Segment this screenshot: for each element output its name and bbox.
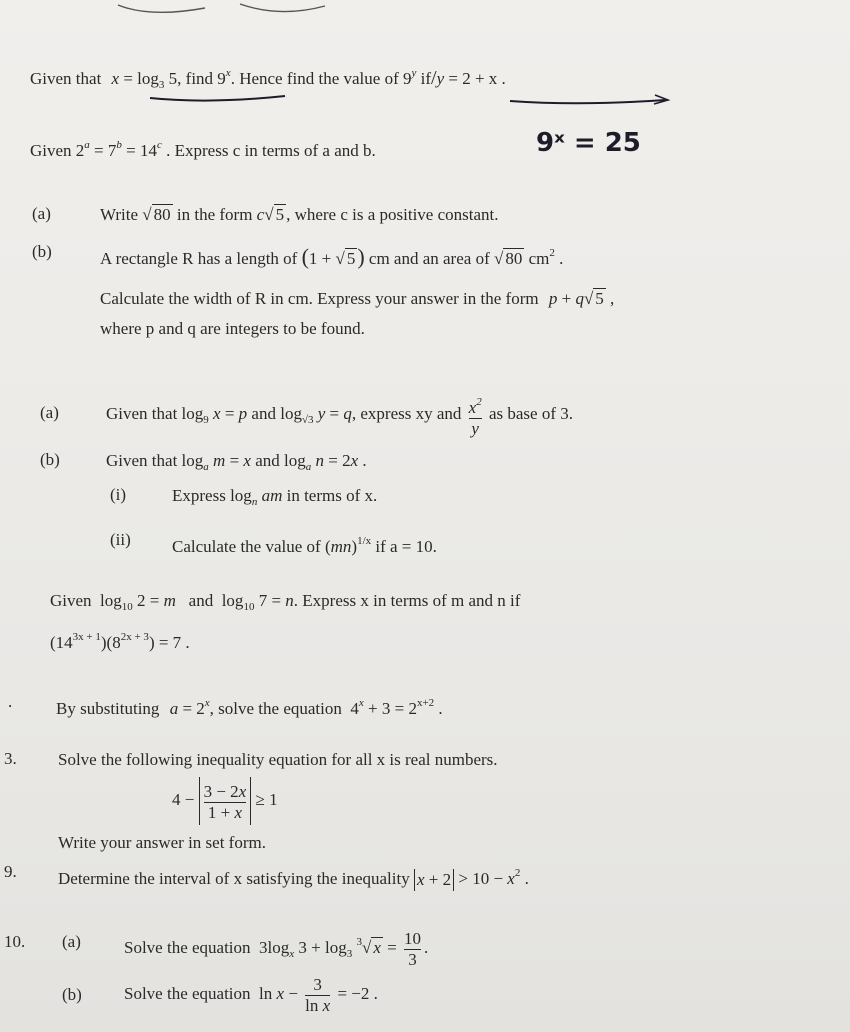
q4-fraction: $\frac{x^2}{y}$ bbox=[468, 395, 482, 438]
q5-line2: $(14^{3x + 1})(8^{2x + 3}) = 7$ . bbox=[50, 631, 190, 652]
q4-b-line: Given that $\log_a m = x$ and $\log_a n = 2x$ . bbox=[106, 451, 367, 473]
q4-b-label: (b) bbox=[40, 450, 60, 469]
q9-b-fraction: $\frac{3}{\text{ln x}}$ bbox=[305, 974, 331, 1015]
q3-a-write: Write bbox=[100, 205, 139, 224]
q4-a-line: Given that $\log_9 x = p$ and $\log_{√3} y = q$, express xy and $\frac{x^2}{y}$ as base of 3. bbox=[106, 386, 573, 448]
q4-i-tail: in terms of x. bbox=[286, 486, 378, 505]
q3-a-where: , where c is a positive constant. bbox=[286, 205, 499, 224]
q9-a-text: Solve the equation bbox=[124, 938, 251, 957]
q4-a-label: (a) bbox=[40, 403, 59, 422]
q1-eq-rhs: = 2 + x . bbox=[448, 69, 506, 88]
q3-b-line3: where p and q are integers to be found. bbox=[100, 319, 365, 338]
q9-b-label: (b) bbox=[62, 985, 82, 1004]
q4-a-and: and bbox=[251, 404, 276, 423]
q8-text: Determine the interval of x satisfying the inequality bbox=[58, 869, 410, 888]
q6-number: . bbox=[8, 692, 13, 711]
q4-a-express: , express xy and bbox=[351, 404, 462, 423]
handwritten-note: 9ˣ = 25 bbox=[536, 128, 641, 158]
q1-if-text: if bbox=[420, 69, 432, 88]
q4-i-label: (i) bbox=[110, 485, 127, 504]
q9-b-line: Solve the equation ln x − $\frac{3}{\text{ln x}}$ = −2 . bbox=[124, 974, 378, 1015]
question-2-line: Given $2^a = 7^b = 14^c$ . Express c in terms of a and b. bbox=[30, 139, 376, 160]
q3-a-form: in the form bbox=[176, 205, 253, 224]
q8-number: 9. bbox=[4, 862, 17, 881]
q5-and: and bbox=[188, 591, 214, 610]
q5-given: Given bbox=[50, 591, 92, 610]
q8-line: Determine the interval of x satisfying the inequality $x + 2 > 10 - x^2$ . bbox=[58, 867, 529, 890]
q2-express-text: . Express c in terms of a and b. bbox=[166, 141, 376, 160]
q3-a-label: (a) bbox=[32, 204, 51, 223]
q3-b-text1: A rectangle R has a length of bbox=[100, 249, 298, 268]
q1-find-text: , find bbox=[177, 69, 214, 88]
q7-inequality: 4 − $\frac{3 - 2x}{1 + x}$ ≥ 1 bbox=[172, 776, 278, 825]
q5-express: . Express x in terms of m and n if bbox=[293, 591, 521, 610]
q9-number: 10. bbox=[4, 932, 26, 951]
q4-ii-line: Calculate the value of (mn)$^{1/x}$ if a = 10. bbox=[172, 535, 437, 556]
q3-a-line: Write √ 80 in the form c√ 5 , where c is a positive constant. bbox=[100, 205, 499, 224]
q1-hence-text: . Hence find the value of bbox=[230, 69, 399, 88]
q6-line: By substituting $a = 2^x$, solve the equation $4^x + 3 = 2^{x+2}$ . bbox=[56, 697, 443, 718]
q6-text: By substituting bbox=[56, 699, 160, 718]
q7-number: 3. bbox=[4, 749, 17, 768]
q1-math-x: x bbox=[111, 69, 120, 88]
q3-b-cm: cm and an area of bbox=[368, 249, 490, 268]
q3-b-label: (b) bbox=[32, 242, 52, 261]
q9-b-text: Solve the equation bbox=[124, 984, 251, 1003]
q9-a-label: (a) bbox=[62, 932, 81, 951]
q1-given-text: Given that bbox=[30, 69, 102, 88]
q4-ii-label: (ii) bbox=[110, 530, 131, 549]
q5-line1: Given $\log_{10} 2 = m$ and $\log_{10} 7 = n$. Express x in terms of m and n if bbox=[50, 591, 521, 613]
q4-a-base: as base of 3. bbox=[488, 404, 573, 423]
q4-a-given: Given that bbox=[106, 404, 178, 423]
q3-b-cm2: cm bbox=[528, 249, 550, 268]
q4-b-given: Given that bbox=[106, 451, 178, 470]
q4-b-and: and bbox=[255, 451, 280, 470]
q9-a-fraction: $\frac{10}{3}$ bbox=[403, 928, 421, 969]
q3-b-text2: Calculate the width of R in cm. Express your answer in the form bbox=[100, 289, 539, 308]
q3-b-line2: Calculate the width of R in cm. Express your answer in the form p + q√ 5 , bbox=[100, 289, 615, 308]
question-1-line: Given that $x = \log_3 5$, find 9$^x$. Hence find the value of 9$^y$ if/y = 2 + x . bbox=[30, 67, 506, 91]
q4-ii-if: if a = 10. bbox=[375, 537, 437, 556]
q7-text: Solve the following inequality equation for all x is real numbers. bbox=[58, 750, 498, 769]
q6-solve: , solve the equation bbox=[209, 699, 342, 718]
q4-ii-text: Calculate the value of bbox=[172, 537, 321, 556]
q4-i-text: Express bbox=[172, 486, 226, 505]
q4-i-line: Express $\log_n$ am in terms of x. bbox=[172, 486, 378, 508]
q7-write: Write your answer in set form. bbox=[58, 833, 266, 852]
q3-b-line1: A rectangle R has a length of (1 + √ 5) cm and an area of √ 80 $cm^2$ . bbox=[100, 244, 564, 269]
q9-a-line: Solve the equation $3\log_x$ $3 + \log_3 ^3√$ x = $\frac{10}{3}$ . bbox=[124, 928, 429, 969]
q2-given-text: Given bbox=[30, 141, 72, 160]
